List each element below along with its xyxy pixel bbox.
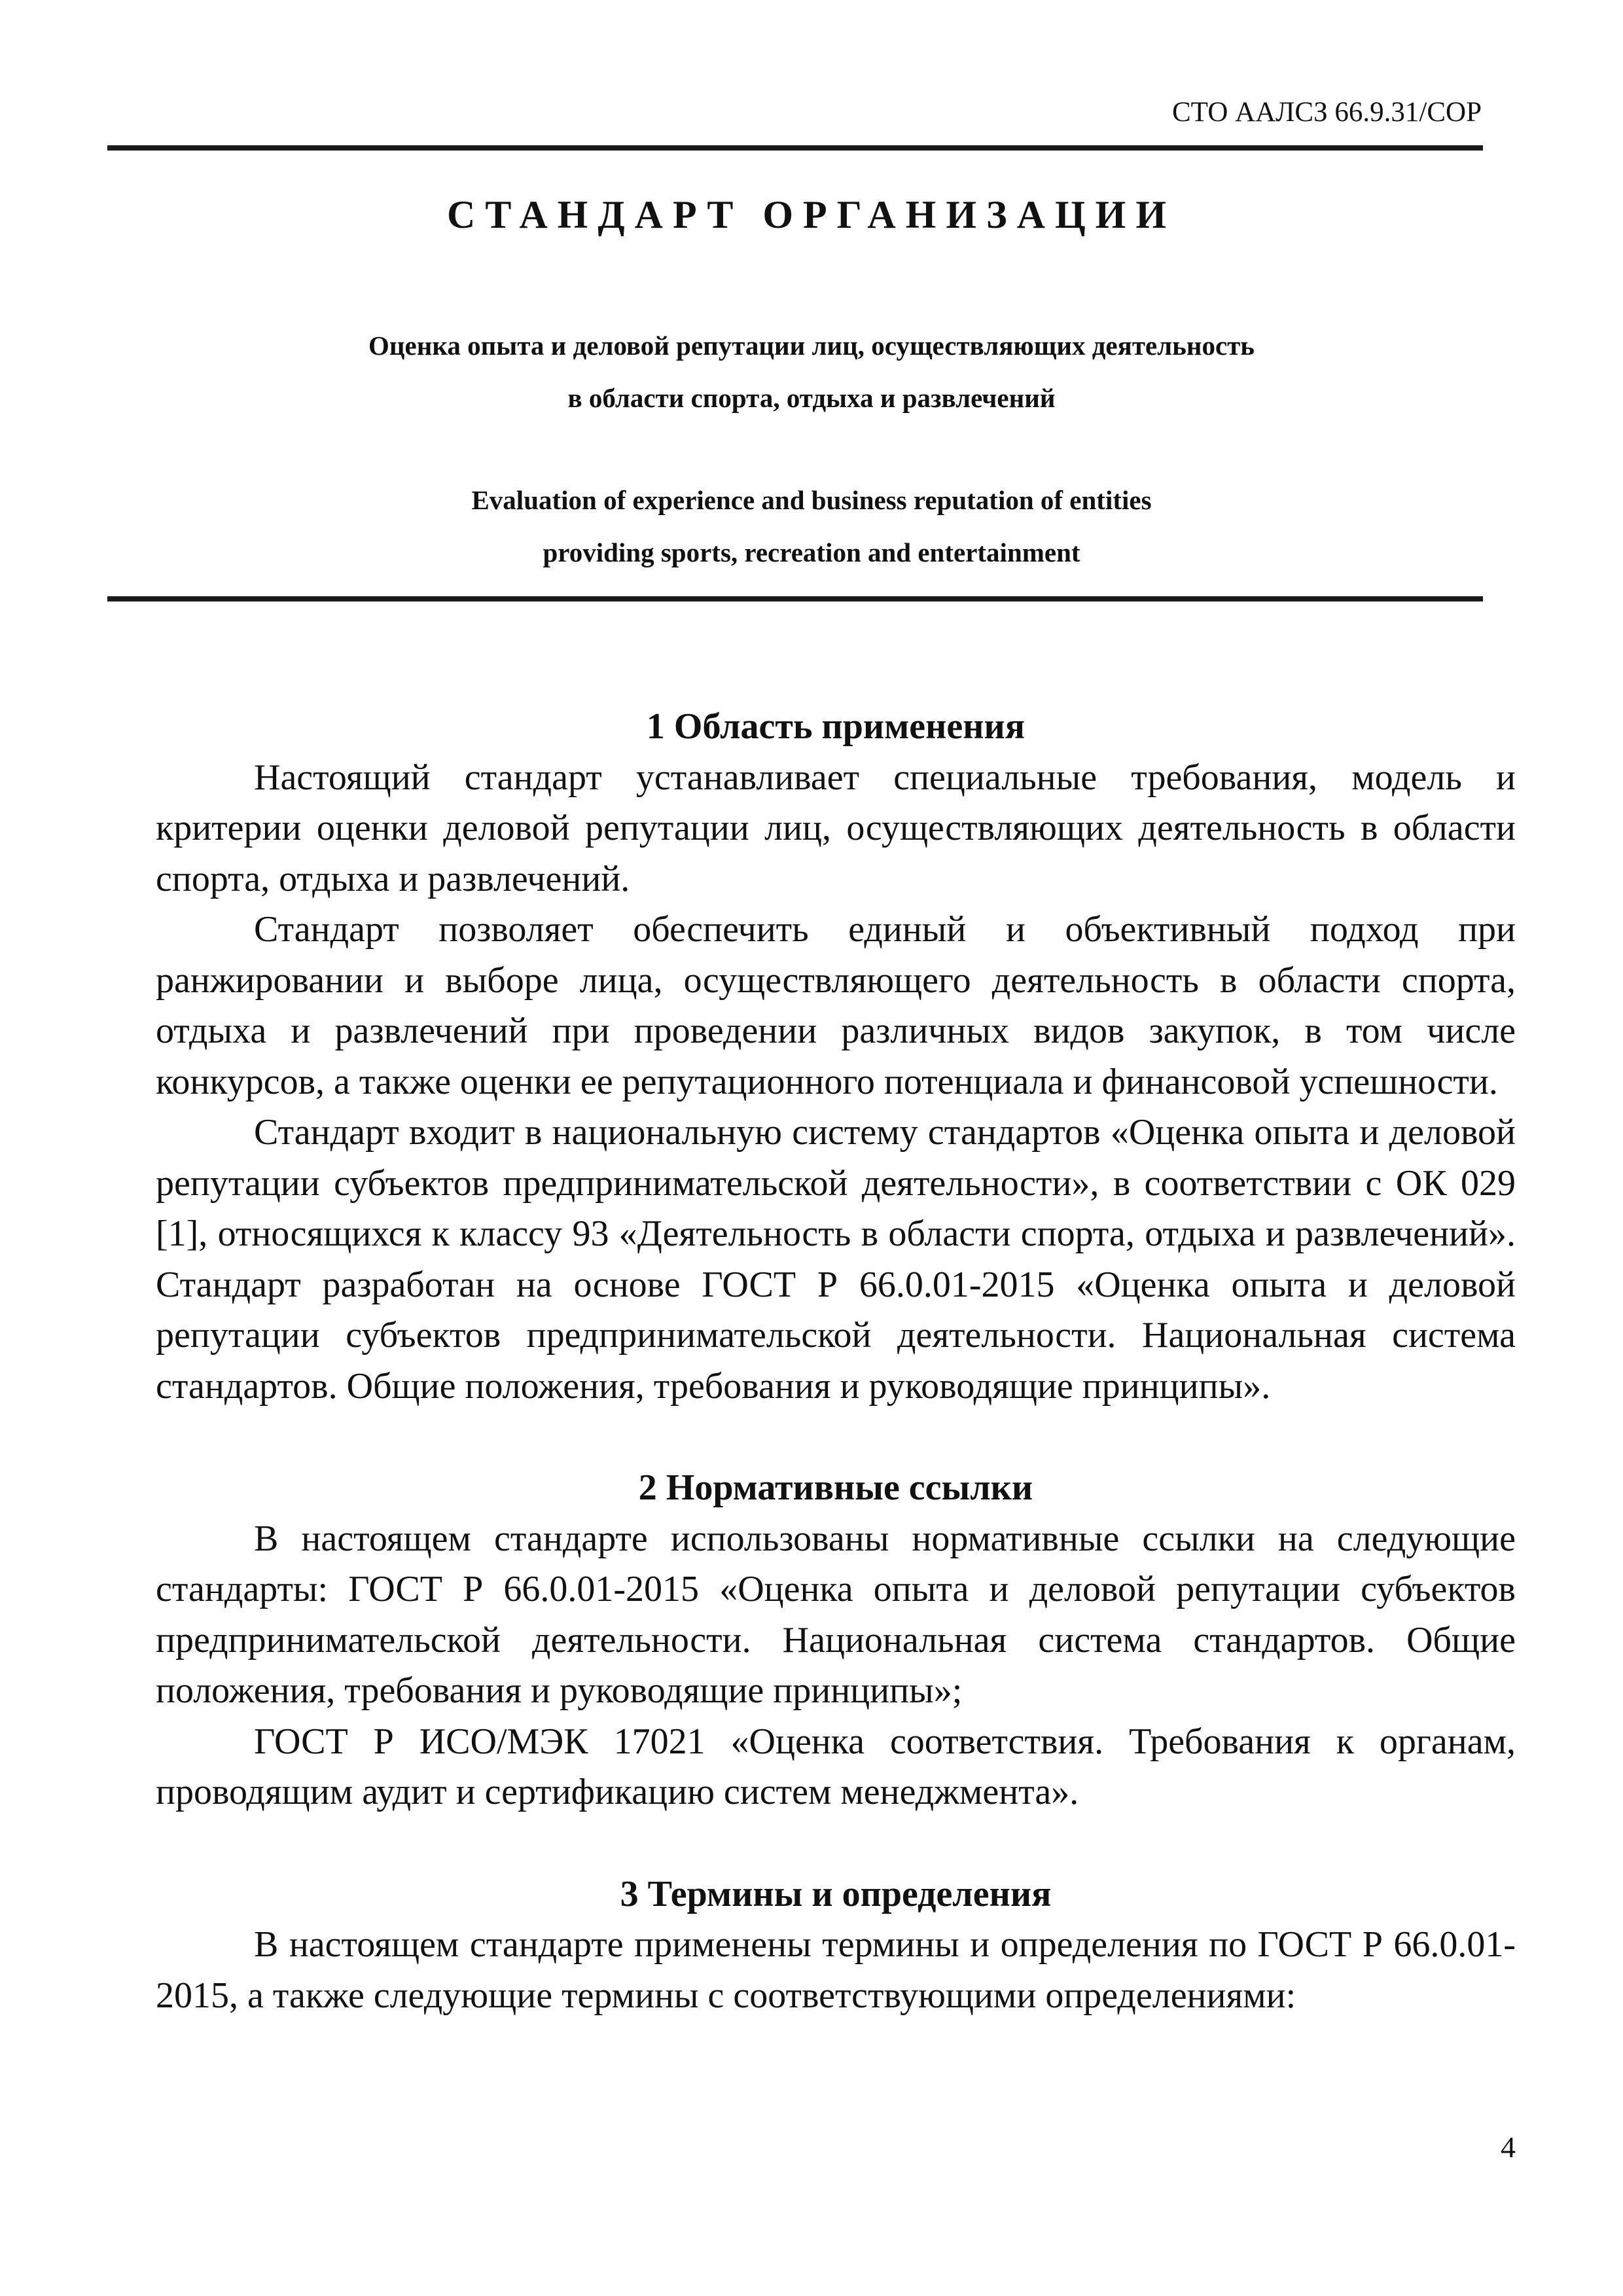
title-russian-line-1: Оценка опыта и деловой репутации лиц, осуществляющих деятельность: [368, 331, 1255, 361]
section-normative-references: [156, 1463, 1516, 1818]
title-divider: [107, 596, 1483, 601]
section-heading: 2 Нормативные ссылки: [638, 1467, 1033, 1508]
paragraph: Настоящий стандарт устанавливает специальные требования, модель и критерии оценки деловой репутации лиц, осуществляющих деятельность в области спорта, отдыха и развлечений.: [156, 757, 1516, 899]
section-heading: 3 Термины и определения: [620, 1873, 1052, 1914]
title-russian: [0, 319, 1623, 424]
document-type-title: СТАНДАРТ ОРГАНИЗАЦИИ: [446, 193, 1176, 236]
section-terms-definitions: [156, 1869, 1516, 2022]
title-english: [0, 474, 1623, 579]
title-english-line-1: Evaluation of experience and business reputation of entities: [471, 485, 1152, 515]
page-number: 4: [1501, 2130, 1516, 2164]
paragraph: В настоящем стандарте применены термины и определения по ГОСТ Р 66.0.01-2015, а также следующие термины с соответствующими определениями:: [156, 1924, 1516, 2016]
section-heading: 1 Область применения: [646, 706, 1026, 747]
document-body: [156, 702, 1516, 2021]
document-code: СТО ААЛСЗ 66.9.31/СОР: [1171, 97, 1482, 128]
title-russian-line-2: в области спорта, отдыха и развлечений: [567, 383, 1056, 413]
section-spacer: [156, 1818, 1516, 1869]
header-divider: [107, 145, 1483, 151]
section-scope: [156, 702, 1516, 1412]
title-english-line-2: providing sports, recreation and entertainment: [543, 537, 1080, 567]
paragraph: Стандарт входит в национальную систему стандартов «Оценка опыта и деловой репутации субъектов предпринимательской деятельности», в соответствии с ОК 029 [1], относящихся к классу 93 «Деятельность в области спорта, отдыха и развлечений». Стандарт разработан на основе ГОСТ Р 66.0.01-2015 «Оценка опыта и деловой репутации субъектов предпринимательской деятельности. Национальная система стандартов. Общие положения, требования и руководящие принципы».: [156, 1112, 1516, 1407]
paragraph: В настоящем стандарте использованы нормативные ссылки на следующие стандарты: ГОСТ Р 66.0.01-2015 «Оценка опыта и деловой репутации субъектов предпринимательской деятельности. Национальная система стандартов. Общие положения, требования и руководящие принципы»;: [156, 1518, 1516, 1711]
paragraph: ГОСТ Р ИСО/МЭК 17021 «Оценка соответствия. Требования к органам, проводящим аудит и сертификацию систем менеджмента».: [156, 1721, 1516, 1812]
paragraph: Стандарт позволяет обеспечить единый и объективный подход при ранжировании и выборе лица, осуществляющего деятельность в области спорта, отдыха и развлечений при проведении различных видов закупок, в том числе конкурсов, а также оценки ее репутационного потенциала и финансовой успешности.: [156, 909, 1516, 1102]
section-spacer: [156, 1412, 1516, 1463]
